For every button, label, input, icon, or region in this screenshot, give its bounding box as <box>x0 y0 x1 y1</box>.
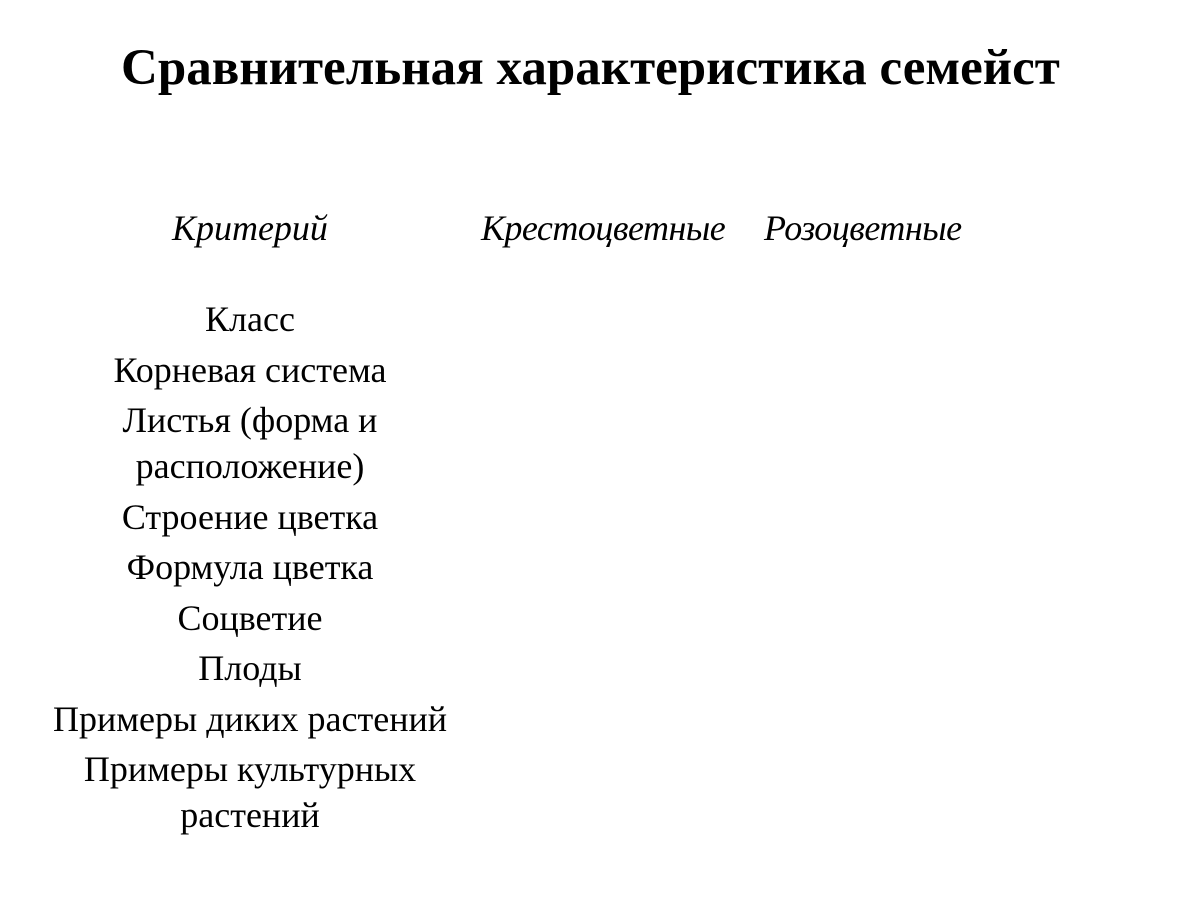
criterion-label: Формула цветка <box>126 547 374 587</box>
criterion-row-root-system <box>30 347 470 393</box>
criterion-row-flower-structure <box>30 494 470 540</box>
criterion-label: Корневая система <box>113 349 387 390</box>
criterion-label: Примеры диких растений <box>52 698 447 739</box>
criterion-column-header: Критерий <box>172 208 328 248</box>
criterion-label: Класс <box>205 299 295 339</box>
criterion-row-class <box>30 296 470 342</box>
criterion-row-flower-formula <box>30 544 470 590</box>
criterion-row-cultivated-examples <box>30 746 470 838</box>
cruciferous-column-header: Крестоцветные <box>481 208 726 248</box>
table-header-row <box>0 206 1200 250</box>
criterion-label: Соцветие <box>177 597 323 638</box>
criterion-row-wild-examples <box>30 696 470 742</box>
criteria-list <box>30 296 470 843</box>
criterion-label-continued: расположение) <box>135 446 365 486</box>
criterion-row-leaves <box>30 397 470 489</box>
criterion-label: Листья (форма и <box>122 400 378 440</box>
criterion-label: Примеры культурных <box>83 749 417 789</box>
criterion-row-inflorescence <box>30 595 470 641</box>
criterion-row-fruits <box>30 645 470 691</box>
criterion-label: Строение цветка <box>121 496 379 537</box>
criterion-label-continued: растений <box>180 795 320 835</box>
criterion-label: Плоды <box>198 648 302 688</box>
page-title: Сравнительная характеристика семейст <box>121 40 1060 96</box>
rosaceae-column-header: Розоцветные <box>764 208 962 248</box>
